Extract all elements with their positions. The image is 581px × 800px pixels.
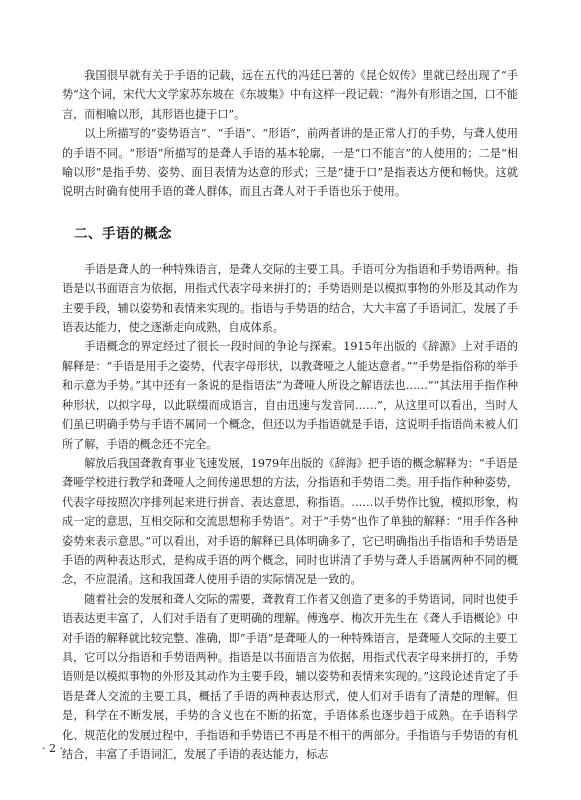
section-heading: 二、手语的概念 (74, 225, 172, 242)
page-content (62, 66, 518, 764)
page-number: · 2 · (42, 742, 63, 755)
paragraph-intro-2: 以上所描写的“姿势语言”、“手语”、“形语”，前两者讲的是正常人打的手势，与聋人使用的手语不同。“形语”所描写的是聋人手语的基本轮廓，一是“口不能言”的人使用的；二是“相喻以形”是指手势、姿势、面目表情为达意的形式；三是“捷于口”是指表达方便和畅快。这就说明古时确有使用手语的聋人群体，而且古聋人对于手语也乐于使用。 (62, 127, 518, 199)
paragraph-main-2: 手语概念的界定经过了很长一段时间的争论与探索。1915年出版的《辞源》上对手语的解释是：“手语是用手之姿势，代表字母形状，以教聋哑之人能达意者。”“手势是指俗称的举手和示意为手势。”其中还有一条说的是指语法“为聋哑人所设之解语法也……”“其法用手指作种种形状，以拟字母，以此联缀而成语言，自由迅速与发音同……”，从这里可以看出，当时人们虽已明确手势与手语不属同一个概念，但还以为手指语就是手语，这说明手指语尚未被人们所了解，手语的概念还不完全。 (62, 340, 518, 451)
paragraph-main-1: 手语是聋人的一种特殊语言，是聋人交际的主要工具。手语可分为指语和手势语两种。指语是以书面语言为依据，用指式代表字母来拼打的；手势语则是以模拟事物的外形及其动作为主要手段，辅以姿势和表情来实现的。指语与手势语的结合，大大丰富了手语词汇，发展了手语表达能力，使之逐渐走向成熟，自成体系。 (62, 262, 518, 335)
paragraph-main-3: 解放后我国聋教育事业飞速发展，1979年出版的《辞海》把手语的概念解释为：“手语是聋哑学校进行教学和聋哑人之间传递思想的方法，分指语和手势语二类。用手指作种种姿势，代表字母按照次序排列起来进行拼音、表达意思，称指语。……以手势作比貌，模拟形象，构成一定的意思，互相交际和交流思想称手势语”。对于“手势”也作了单独的解释：“用手作各种姿势来表示意思。”可以看出，对手语的解释已具体明确多了，它已明确指出手指语和手势语是手语的两种表达形式，是构成手语的两个概念，同时也讲清了手势与聋人手语属两种不同的概念，不应混淆。这和我国聋人使用手语的实际情况是一致的。 (62, 456, 518, 587)
paragraph-main-4: 随着社会的发展和聋人交际的需要，聋教育工作者又创造了更多的手势语词，同时也使手语表达更丰富了，人们对手语有了更明确的理解。傅逸亭、梅次开先生在《聋人手语概论》中对手语的解释就比较完整、准确，即“手语”是聋哑人的一种特殊语言，是聋哑人交际的主要工具，它可以分指语和手势语两种。指语是以书面语言为依据，用指式代表字母来拼打的，手势语则是以模拟事物的外形及其动作为主要手段，辅以姿势和表情来实现的。”这段论述肯定了手语是聋人交流的主要工具，概括了手语的两种表达形式，使人们对手语有了清楚的理解。但是，科学在不断发展，手势的含义也在不断的拓宽，手语体系也逐步趋于成熟。在手语科学化、规范化的发展过程中，手指语和手势语已不再是不相干的两部分。手指语与手势语的有机结合，丰富了手语词汇，发展了手语的表达能力，标志 (62, 592, 518, 761)
paragraph-intro-1: 我国很早就有关于手语的记载，远在五代的冯廷巳著的《昆仑奴传》里就已经出现了“手势”这个词，宋代大文学家苏东坡在《东坡集》中有这样一段记载：“海外有形语之国，口不能言，而相喻以形，其形语也捷于口”。 (62, 69, 518, 121)
